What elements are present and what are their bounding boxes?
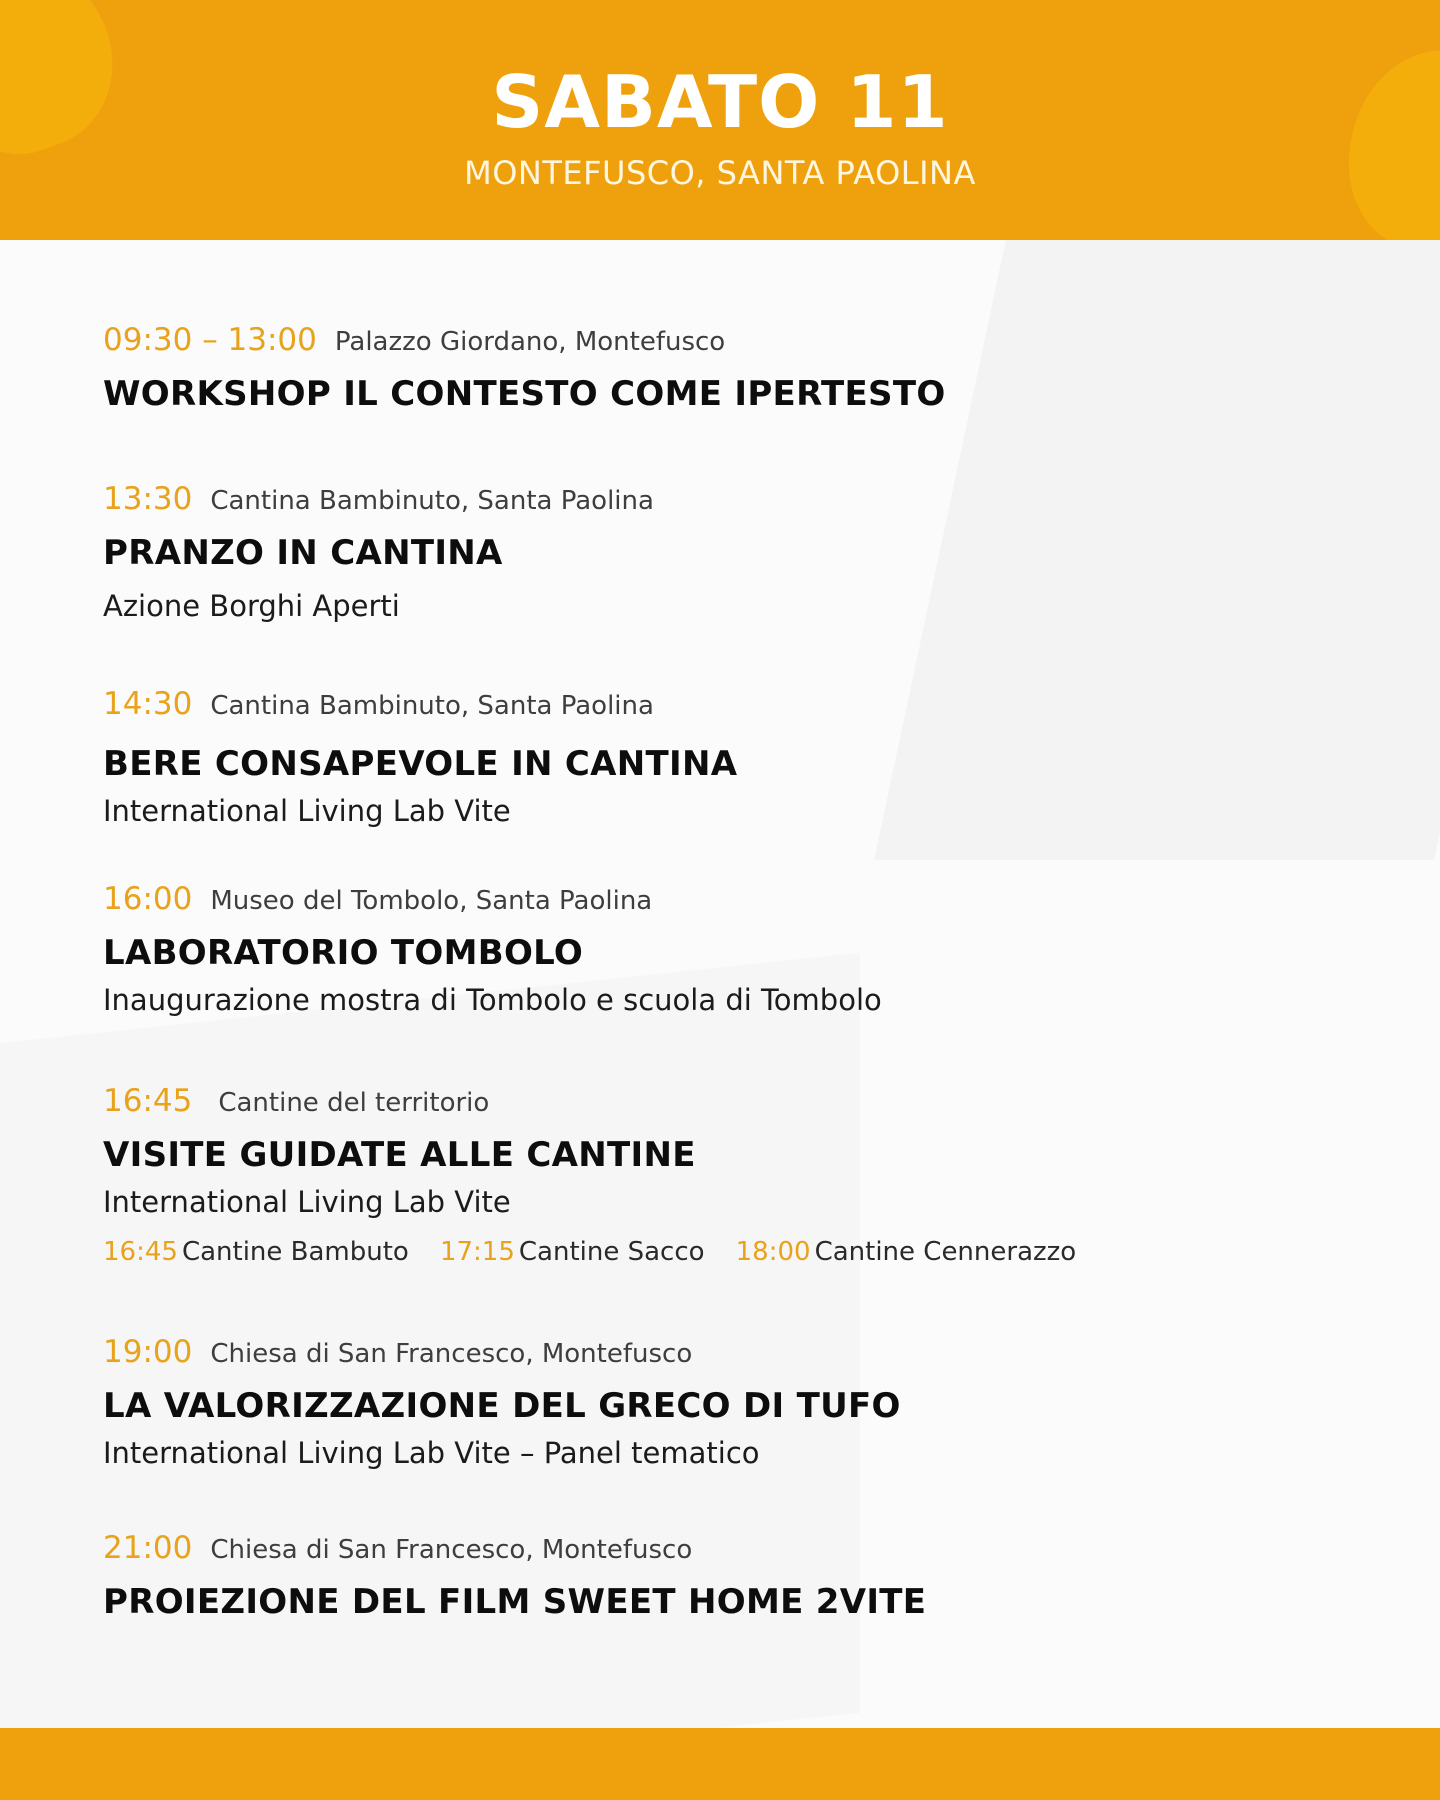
event-bere <box>103 686 737 828</box>
event-time: 16:45 <box>103 1083 193 1119</box>
visit-place: Cantine Bambuto <box>181 1237 409 1267</box>
event-subtitle: International Living Lab Vite – Panel tematico <box>103 1436 760 1470</box>
event-subtitle: Inaugurazione mostra di Tombolo e scuola di Tombolo <box>103 983 882 1017</box>
event-visite <box>103 1083 1102 1267</box>
event-meta <box>103 1334 901 1374</box>
visit-place: Cantine Cennerazzo <box>814 1237 1077 1267</box>
header-banner <box>0 0 1440 240</box>
visit-list <box>103 1237 1102 1267</box>
event-subtitle: International Living Lab Vite <box>103 1185 511 1219</box>
event-title: WORKSHOP IL CONTESTO COME IPERTESTO <box>103 374 946 414</box>
event-meta <box>103 481 654 521</box>
event-subtitle: International Living Lab Vite <box>103 794 511 828</box>
event-time: 13:30 <box>103 481 193 517</box>
event-title: VISITE GUIDATE ALLE CANTINE <box>103 1135 696 1175</box>
page-title: SABATO 11 <box>491 60 949 144</box>
event-meta <box>103 1083 1102 1123</box>
page-subtitle: MONTEFUSCO, SANTA PAOLINA <box>464 154 976 192</box>
event-greco <box>103 1334 901 1470</box>
event-time: 21:00 <box>103 1530 193 1566</box>
visit-item <box>103 1237 409 1267</box>
event-title: BERE CONSAPEVOLE IN CANTINA <box>103 744 738 784</box>
event-meta <box>103 881 882 921</box>
event-title: LA VALORIZZAZIONE DEL GRECO DI TUFO <box>103 1386 901 1426</box>
background-shape <box>874 240 1440 860</box>
event-meta <box>103 1530 926 1570</box>
visit-place: Cantine Sacco <box>518 1237 705 1267</box>
event-title: PRANZO IN CANTINA <box>103 533 503 573</box>
visit-item <box>736 1237 1077 1267</box>
visit-time: 16:45 <box>103 1237 178 1267</box>
event-place: Palazzo Giordano, Montefusco <box>334 327 726 357</box>
event-time: 09:30 – 13:00 <box>103 322 317 358</box>
event-place: Cantina Bambinuto, Santa Paolina <box>210 691 654 721</box>
event-title: LABORATORIO TOMBOLO <box>103 933 584 973</box>
visit-item <box>440 1237 705 1267</box>
event-meta <box>103 686 737 726</box>
event-time: 14:30 <box>103 686 193 722</box>
event-pranzo <box>103 481 654 623</box>
schedule-content <box>0 240 1440 1728</box>
footer-bar <box>0 1728 1440 1800</box>
event-subtitle: Azione Borghi Aperti <box>103 589 400 623</box>
event-time: 16:00 <box>103 881 193 917</box>
event-title: PROIEZIONE DEL FILM SWEET HOME 2VITE <box>103 1582 927 1622</box>
event-place: Cantina Bambinuto, Santa Paolina <box>210 486 654 516</box>
event-workshop <box>103 322 946 414</box>
event-place: Chiesa di San Francesco, Montefusco <box>210 1535 693 1565</box>
event-meta <box>103 322 946 362</box>
event-place: Chiesa di San Francesco, Montefusco <box>210 1339 693 1369</box>
visit-time: 18:00 <box>735 1237 811 1267</box>
visit-time: 17:15 <box>439 1237 515 1267</box>
event-film <box>103 1530 926 1622</box>
event-tombolo <box>103 881 882 1017</box>
event-place: Cantine del territorio <box>218 1088 490 1118</box>
event-place: Museo del Tombolo, Santa Paolina <box>210 886 653 916</box>
event-time: 19:00 <box>103 1334 193 1370</box>
